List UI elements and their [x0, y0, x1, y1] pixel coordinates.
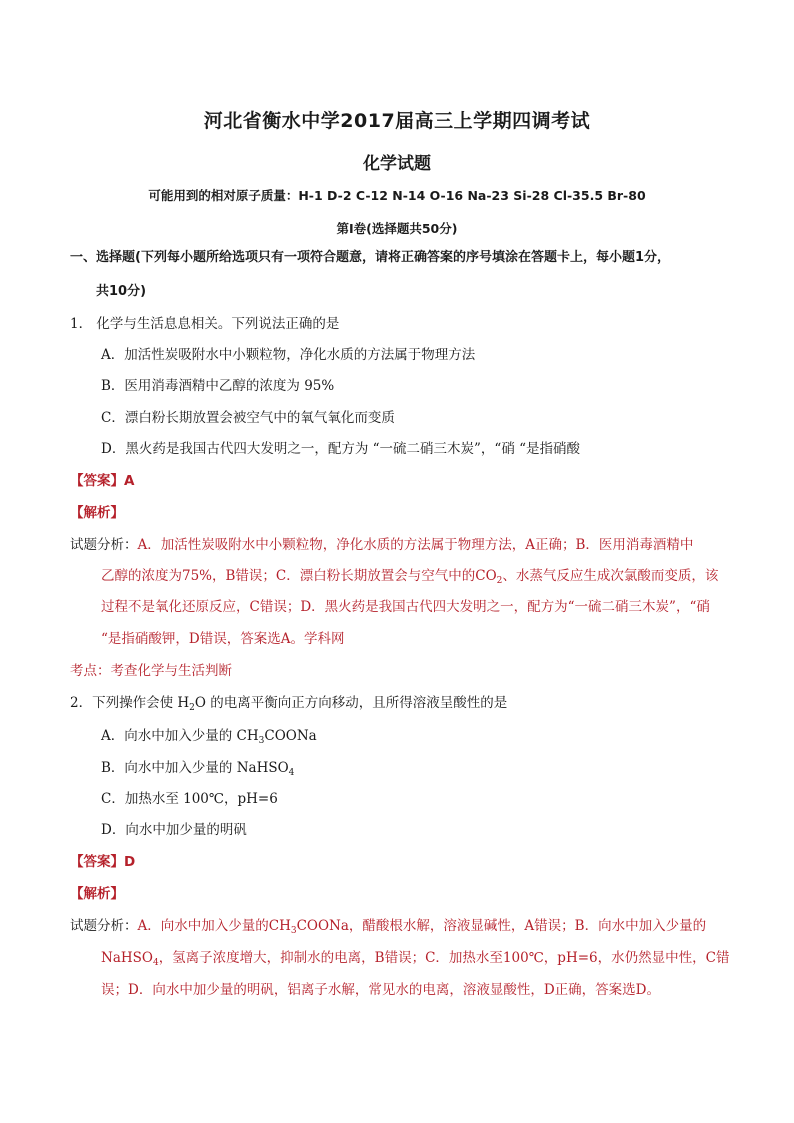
atomic-masses-line: 可能用到的相对原子质量：H-1 D-2 C-12 N-14 O-16 Na-23 Si-28 Cl-35.5 Br-80 [148, 188, 646, 203]
q2-option-d: D．向水中加少量的明矾 [101, 822, 247, 838]
q2-analysis-text2b: ，氢离子浓度增大，抑制水的电离，B错误；C．加热水至100℃，pH=6，水仍然显中性，C错 [158, 950, 730, 966]
q1-analysis-text2a: 乙醇的浓度为75%，B错误；C．漂白粉长期放置会与空气中的CO [101, 568, 497, 584]
q2-answer-value: D [124, 854, 136, 870]
page-subtitle: 化学试题 [363, 154, 431, 174]
q2-analysis-label: 【解析】 [70, 886, 124, 902]
q1-analysis-text1: A．加活性炭吸附水中小颗粒物，净化水质的方法属于物理方法，A正确；B．医用消毒酒精中 [137, 537, 694, 553]
q2-option-a-mid: COONa [264, 728, 317, 744]
q1-analysis-line2 [101, 567, 718, 585]
q2-analysis-line3: 误；D．向水中加少量的明矾，铝离子水解，常见水的电离，溶液显酸性，D正确，答案选D。 [101, 982, 660, 998]
page-title: 河北省衡水中学2017届高三上学期四调考试 [203, 110, 591, 132]
q1-option-c: C．漂白粉长期放置会被空气中的氧气氧化而变质 [101, 410, 395, 426]
q1-answer [70, 472, 134, 490]
section-intro-line1: 一、选择题(下列每小题所给选项只有一项符合题意，请将正确答案的序号填涂在答题卡上，每小题1分， [70, 250, 670, 265]
q2-option-a-pre: A．向水中加入少量的 CH [101, 728, 259, 744]
q1-option-d: D．黑火药是我国古代四大发明之一，配方为 “一硫二硝三木炭”，“硝 “是指硝酸 [101, 441, 581, 457]
q2-analysis-line2 [101, 949, 729, 967]
q1-answer-value: A [124, 473, 135, 489]
q2-analysis-line1 [70, 917, 706, 935]
q2-answer-label: 【答案】 [70, 854, 124, 870]
q1-option-b: B．医用消毒酒精中乙醇的浓度为 95% [101, 378, 335, 394]
q2-analysis-prefix: 试题分析： [70, 918, 138, 934]
q1-stem: 1． 化学与生活息息相关。下列说法正确的是 [70, 316, 340, 332]
q2-answer [70, 853, 135, 871]
volume-heading: 第Ⅰ卷(选择题共50分) [336, 221, 458, 236]
q2-stem [70, 694, 507, 712]
q1-analysis-label: 【解析】 [70, 505, 124, 521]
q2-stem-b: O 的电离平衡向正方向移动，且所得溶液呈酸性的是 [194, 695, 508, 711]
q2-option-b [101, 759, 294, 777]
q2-option-c: C．加热水至 100℃，pH=6 [101, 791, 278, 807]
q1-analysis-line3: 过程不是氧化还原反应，C错误；D．黑火药是我国古代四大发明之一，配方为“一硫二硝三木炭”，“硝 [101, 599, 710, 615]
hso4-subscript: 4 [152, 958, 159, 968]
q1-analysis-line4: “是指硝酸钾，D错误，答案选A。学科网 [101, 631, 345, 647]
q2-option-a-sub: 3 [258, 736, 265, 746]
q2-option-a [101, 727, 317, 745]
q1-analysis-line1 [70, 536, 693, 554]
q1-kaodian: 考点：考查化学与生活判断 [70, 663, 232, 679]
q1-option-a: A．加活性炭吸附水中小颗粒物，净化水质的方法属于物理方法 [101, 347, 476, 363]
q1-answer-label: 【答案】 [70, 473, 124, 489]
ch3-subscript: 3 [290, 926, 297, 936]
h2o-subscript: 2 [189, 703, 195, 713]
q2-analysis-text2a: NaHSO [101, 950, 153, 966]
q2-analysis-text1b: COONa，醋酸根水解，溶液显碱性，A错误；B．向水中加入少量的 [296, 918, 707, 934]
q1-analysis-text2b: 、水蒸气反应生成次氯酸而变质，该 [502, 568, 719, 584]
q1-analysis-prefix: 试题分析： [70, 537, 138, 553]
q2-stem-a: 2．下列操作会使 H [70, 695, 190, 711]
co2-subscript: 2 [496, 576, 503, 586]
section-intro-line2: 共10分) [96, 284, 147, 299]
q2-analysis-text1a: A．向水中加入少量的CH [137, 918, 291, 934]
q2-option-b-sub: 4 [288, 768, 295, 778]
q2-option-b-pre: B．向水中加入少量的 NaHSO [101, 760, 289, 776]
